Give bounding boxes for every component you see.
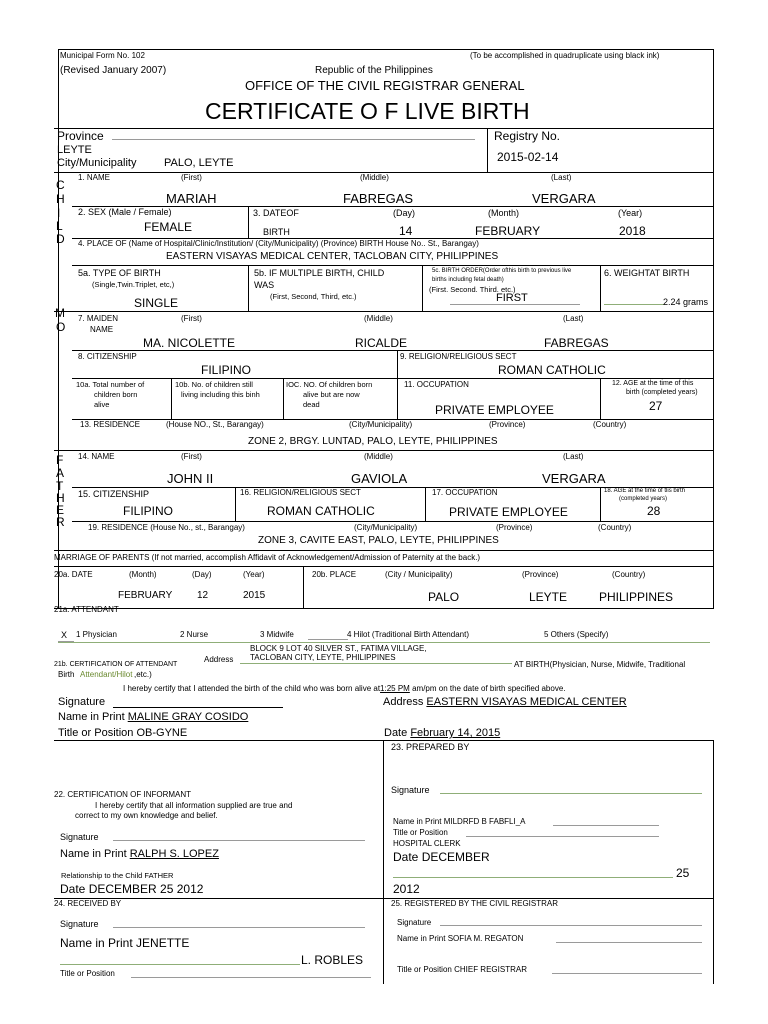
received-label: 24. RECEIVED BY (54, 899, 122, 908)
prepared-label: 23. PREPARED BY (391, 742, 470, 752)
prepared-signature-label: Signature (391, 785, 430, 795)
registry-label: Registry No. (494, 129, 561, 143)
child-place: EASTERN VISAYAS MEDICAL CENTER, TACLOBAN CITY, PHILIPPINES (166, 251, 499, 262)
mother-first-label: (First) (181, 314, 202, 323)
father-citizenship: FILIPINO (123, 504, 174, 518)
informant-name: RALPH S. LOPEZ (129, 848, 219, 860)
received-name-label: Name in Print (60, 936, 133, 950)
registered-signature-line[interactable] (440, 925, 702, 926)
child-year-label: (Year) (618, 208, 643, 218)
child-first-name: MARIAH (166, 191, 217, 206)
certify-text-a: I hereby certify that I attended the birth of the child who was born alive at (123, 684, 381, 693)
side-label-father-r: R (56, 515, 65, 529)
registered-name-underline (556, 942, 702, 943)
birth-type: SINGLE (134, 296, 179, 310)
prepared-name-underline (553, 825, 659, 826)
informant-relationship-row (61, 872, 173, 880)
registered-print-name-row (397, 935, 523, 943)
received-title-line[interactable] (131, 977, 371, 978)
father-res-country-label: (Country) (598, 523, 632, 532)
registered-title-label: Title or Position (397, 965, 452, 974)
birth-order-underline (450, 304, 580, 305)
father-residence: ZONE 3, CAVITE EAST, PALO, LEYTE, PHILIPPINES (258, 535, 499, 546)
mother-occupation-label: 11. OCCUPATION (404, 380, 469, 389)
registry-value: 2015-02-14 (497, 150, 559, 164)
father-religion: ROMAN CATHOLIC (267, 504, 375, 518)
attendant-address-line2: TACLOBAN CITY, LEYTE, PHILIPPINES (250, 653, 396, 662)
mother-maiden-label: 7. MAIDEN (78, 314, 119, 323)
attendant-address-print: EASTERN VISAYAS MEDICAL CENTER (426, 696, 627, 708)
weight-label: 6. WEIGHTAT BIRTH (604, 268, 690, 278)
attendant-date-label: Date (384, 727, 408, 739)
weight-underline (604, 304, 664, 305)
attendant-signature-label: Signature (58, 696, 106, 708)
side-label-mother-o: O (56, 320, 66, 334)
child-last-name: VERGARA (532, 191, 596, 206)
father-res-city-label: (City/Municipality) (354, 523, 418, 532)
side-label-child-h: H (56, 192, 65, 206)
side-label-father-a: A (56, 466, 65, 480)
child-dob-day: 14 (399, 224, 413, 238)
child-dob-month: FEBRUARY (475, 224, 541, 238)
informant-relationship: FATHER (144, 871, 174, 880)
birth-order-hint: (First. Second. Third. etc.) (429, 285, 516, 294)
received-signature-label: Signature (60, 919, 99, 929)
father-name-label: 14. NAME (78, 452, 115, 461)
prepared-signature-line[interactable] (440, 793, 702, 794)
mother-res-city-label: (City/Municipality) (349, 420, 413, 429)
prepared-name-label: Name in Print (393, 817, 442, 826)
father-residence-label: 19. RESIDENCE (House No., st., Barangay) (88, 523, 245, 532)
father-last-label: (Last) (563, 452, 584, 461)
attendant-address-underline (240, 663, 512, 664)
mother-first-name: MA. NICOLETTE (143, 336, 236, 350)
attendant-address-print-label: Address (383, 696, 424, 708)
father-middle-name: GAVIOLA (351, 471, 408, 486)
children-dead-label: IOC. NO. Of children born (286, 380, 373, 389)
prepared-date-row (393, 851, 490, 863)
attendant-address-row (383, 697, 627, 708)
side-label-father-h: H (56, 491, 65, 505)
attendant-at-birth-label: AT BIRTH(Physician, Nurse, Midwife, Traditional (514, 660, 686, 669)
marriage-country-label: (Country) (612, 570, 646, 579)
informant-date: DECEMBER 25 2012 (88, 882, 204, 896)
father-religion-label: 16. RELIGION/RELIGIOUS SECT (240, 488, 361, 497)
registered-name: SOFIA M. REGATON (447, 934, 524, 943)
attendant-birth-label: Birth (58, 670, 75, 679)
multiple-birth-label-was: WAS (254, 280, 275, 290)
city-label: City/Municipality (57, 157, 137, 169)
mother-last-name: FABREGAS (544, 336, 609, 350)
mother-citizenship: FILIPINO (201, 363, 252, 377)
received-title-label: Title or Position (60, 969, 115, 978)
child-middle-label: (Middle) (360, 173, 389, 182)
birth-order: FIRST (496, 292, 528, 304)
attendant-option-hilot[interactable]: 4 Hilot (Traditional Birth Attendant) (347, 630, 469, 639)
mother-res-country-label: (Country) (593, 420, 627, 429)
informant-text-b: correct to my own knowledge and belief. (75, 811, 218, 820)
side-label-father-t: T (56, 479, 64, 493)
weight-value: 2.24 grams (663, 297, 709, 307)
prepared-date-label: Date (393, 850, 419, 864)
registered-title: CHIEF REGISTRAR (454, 965, 527, 974)
children-born-alive-label-c: alive (94, 400, 110, 409)
children-living-label: 10b. No. of children still (175, 380, 253, 389)
registered-signature-label: Signature (397, 918, 432, 927)
child-dob-label: 3. DATEOF (253, 208, 299, 218)
father-occupation: PRIVATE EMPLOYEE (449, 505, 568, 519)
prepared-date-year: 2012 (393, 882, 420, 896)
father-age: 28 (647, 504, 661, 518)
marriage-day: 12 (197, 590, 209, 601)
child-place-label: 4. PLACE OF (Name of Hospital/Clinic/Institution/ (City/Municipality) (Province) BIRTH House No.. St., Barangay) (78, 239, 479, 248)
registered-name-label: Name in Print (397, 934, 446, 943)
marriage-year: 2015 (243, 590, 266, 601)
marriage-month-label: (Month) (129, 570, 157, 579)
informant-print-name-row (60, 849, 219, 860)
side-label-father-e: E (56, 503, 65, 517)
mother-religion-label: 9. RELIGION/RELIGIOUS SECT (400, 352, 517, 361)
province-value: LEYTE (57, 144, 92, 156)
received-print-name-row (60, 937, 189, 949)
father-res-province-label: (Province) (496, 523, 533, 532)
attendant-etc-label: ,etc.) (134, 670, 152, 679)
informant-date-row (60, 883, 203, 895)
children-born-alive-label: 10a. Total number of (76, 380, 145, 389)
child-month-label: (Month) (488, 208, 520, 218)
attendant-print-name-row (58, 712, 248, 723)
mother-res-province-label: (Province) (489, 420, 526, 429)
side-label-child-c: C (56, 178, 65, 192)
mother-age-label: 12. AGE at the time of this (612, 380, 694, 387)
child-middle-name: FABREGAS (343, 191, 414, 206)
revision-date: (Revised January 2007) (60, 65, 167, 76)
side-label-child-d: D (56, 232, 65, 246)
mother-residence: ZONE 2, BRGY. LUNTAD, PALO, LEYTE, PHILIPPINES (248, 436, 498, 447)
received-name-underline (60, 964, 300, 965)
father-age-label: 18. AGE at the time of tlis birth (604, 488, 686, 494)
multiple-birth-label: 5b. IF MULTIPLE BIRTH, CHILD (254, 268, 385, 278)
prepared-title-label: Title or Position (393, 828, 448, 837)
prepared-print-name-row (393, 818, 526, 826)
midwife-underline (308, 639, 348, 640)
children-born-alive-label-b: children born (94, 390, 138, 399)
father-age-label-b: (completed years) (619, 496, 668, 502)
prepared-title: HOSPITAL CLERK (393, 839, 461, 848)
mother-middle-name: RICALDE (355, 336, 408, 350)
children-dead-label-b: alive but are now (303, 390, 360, 399)
mother-last-label: (Last) (563, 314, 584, 323)
attendant-option-underline (58, 642, 710, 643)
mother-occupation: PRIVATE EMPLOYEE (435, 403, 554, 417)
received-signature-line[interactable] (113, 927, 365, 928)
attendant-title-label: Title or Position (58, 727, 134, 739)
side-label-child-l: L (56, 219, 63, 233)
father-occupation-label: 17. OCCUPATION (432, 488, 498, 497)
attendant-date: February 14, 2015 (410, 727, 501, 739)
child-sex-label: 2. SEX (Male / Female) (78, 207, 172, 217)
marriage-date-label: 20a. DATE (54, 570, 93, 579)
marriage-city-label: (City / Municipality) (385, 570, 453, 579)
attendant-address-label: Address (204, 655, 234, 664)
marriage-country: PHILIPPINES (599, 590, 674, 604)
form-number: Municipal Form No. 102 (60, 51, 145, 60)
informant-signature-label: Signature (60, 832, 99, 842)
birth-order-label: 5c. BIRTH ORDER(Order ofthis birth to previous live (432, 268, 572, 274)
child-dob-year: 2018 (619, 224, 646, 238)
marriage-day-label: (Day) (192, 570, 212, 579)
mother-citizenship-label: 8. CITIZENSHIP (78, 352, 137, 361)
province-underline (112, 139, 475, 140)
city-value: PALO, LEYTE (164, 157, 234, 169)
side-label-father-f: F (56, 453, 64, 467)
child-first-label: (First) (181, 173, 202, 182)
multiple-birth-hint: (First, Second, Third, etc.) (270, 292, 357, 301)
received-name-first: JENETTE (136, 936, 190, 950)
attendant-name-label: Name in Print (58, 711, 125, 723)
informant-relationship-label: Relationship to the Child (61, 871, 143, 880)
birth-type-hint: (Single,Twin.Triplet, etc,) (92, 280, 175, 289)
mother-name-label: NAME (90, 325, 114, 334)
marriage-city: PALO (428, 590, 460, 604)
attendant-title: OB-GYNE (136, 727, 188, 739)
attendant-certification-label: 21b. CERTIFICATION OF ATTENDANT (54, 661, 178, 668)
marriage-header: MARRIAGE OF PARENTS (If not married, accomplish Affidavit of Acknowledgement/Admission of Paternity at the back.) (54, 553, 481, 562)
child-day-label: (Day) (393, 208, 415, 218)
marriage-province: LEYTE (529, 590, 568, 604)
attendant-address-line1: BLOCK 9 LOT 40 SILVER ST., FATIMA VILLAGE, (250, 644, 427, 653)
child-sex: FEMALE (144, 220, 193, 234)
mother-religion: ROMAN CATHOLIC (498, 363, 606, 377)
registered-title-underline (552, 973, 702, 974)
office-header: OFFICE OF THE CIVIL REGISTRAR GENERAL (245, 78, 525, 93)
marriage-province-label: (Province) (522, 570, 559, 579)
father-middle-label: (Middle) (364, 452, 393, 461)
prepared-date-day: 25 (676, 866, 690, 880)
birth-type-label: 5a. TYPE OF BIRTH (78, 268, 161, 278)
received-name-last: L. ROBLES (301, 953, 364, 967)
attendant-signature-line[interactable] (113, 707, 283, 708)
mother-age-label-b: birth (completed years) (626, 389, 698, 396)
prepared-date-month: DECEMBER (421, 850, 490, 864)
province-label: Province (57, 129, 104, 143)
certify-time: 1:25 PM (380, 684, 410, 693)
father-first-name: JOHN II (167, 471, 214, 486)
side-label-mother-m: M (55, 306, 65, 320)
father-citizenship-label: 15. CITIZENSHIP (78, 489, 150, 499)
birth-order-label-b: births including fetal death) (432, 277, 504, 283)
informant-label: 22. CERTIFICATION OF INFORMANT (54, 790, 192, 799)
informant-signature-line[interactable] (113, 840, 365, 841)
children-living-label-b: living including this binh (181, 390, 260, 399)
children-dead-label-c: dead (303, 400, 320, 409)
attendant-option-midwife[interactable]: 3 Midwife (260, 630, 294, 639)
attendant-mark: X (61, 630, 68, 640)
registered-label: 25. REGISTERED BY THE CIVIL REGISTRAR (391, 899, 559, 908)
child-dob-label-birth: BIRTH (263, 227, 290, 237)
marriage-year-label: (Year) (243, 570, 265, 579)
attendant-option-nurse[interactable]: 2 Nurse (180, 630, 209, 639)
attendant-label: 21a. ATTENDANT (54, 605, 119, 614)
child-last-label: (Last) (551, 173, 572, 182)
prepared-title-underline (466, 836, 659, 837)
attendant-date-row (384, 728, 500, 739)
attendant-hilot-label: Attendant/Hilot (80, 670, 133, 679)
informant-name-label: Name in Print (60, 848, 127, 860)
attendant-certify-text (123, 685, 566, 693)
page-title: CERTIFICATE O F LIVE BIRTH (205, 98, 530, 124)
attendant-option-physician[interactable]: 1 Physician (76, 630, 117, 639)
mother-residence-label: 13. RESIDENCE (80, 420, 141, 429)
registered-title-row (397, 966, 527, 974)
mother-age: 27 (649, 399, 663, 413)
attendant-title-row (58, 728, 187, 739)
informant-text-a: I hereby certify that all information supplied are true and (95, 801, 293, 810)
form-instruction: (To be accomplished in quadruplicate using black ink) (470, 51, 660, 60)
mother-middle-label: (Middle) (364, 314, 393, 323)
prepared-name: MILDRFD B FABFLI_A (443, 817, 526, 826)
side-label-child-i: I (57, 206, 61, 220)
republic-header: Republic of the Philippines (315, 65, 433, 76)
marriage-month: FEBRUARY (118, 590, 173, 601)
mother-res-house-label: (House NO., St., Barangay) (166, 420, 264, 429)
attendant-name: MALINE GRAY COSIDO (127, 711, 249, 723)
father-last-name: VERGARA (542, 471, 606, 486)
informant-date-label: Date (60, 882, 86, 896)
marriage-place-label: 20b. PLACE (312, 570, 357, 579)
father-first-label: (First) (181, 452, 202, 461)
certify-text-b: am/pm on the date of birth specified above. (412, 684, 566, 693)
child-name-label: 1. NAME (78, 173, 111, 182)
attendant-option-others[interactable]: 5 Others (Specify) (544, 630, 609, 639)
prepared-date-underline (393, 877, 673, 878)
